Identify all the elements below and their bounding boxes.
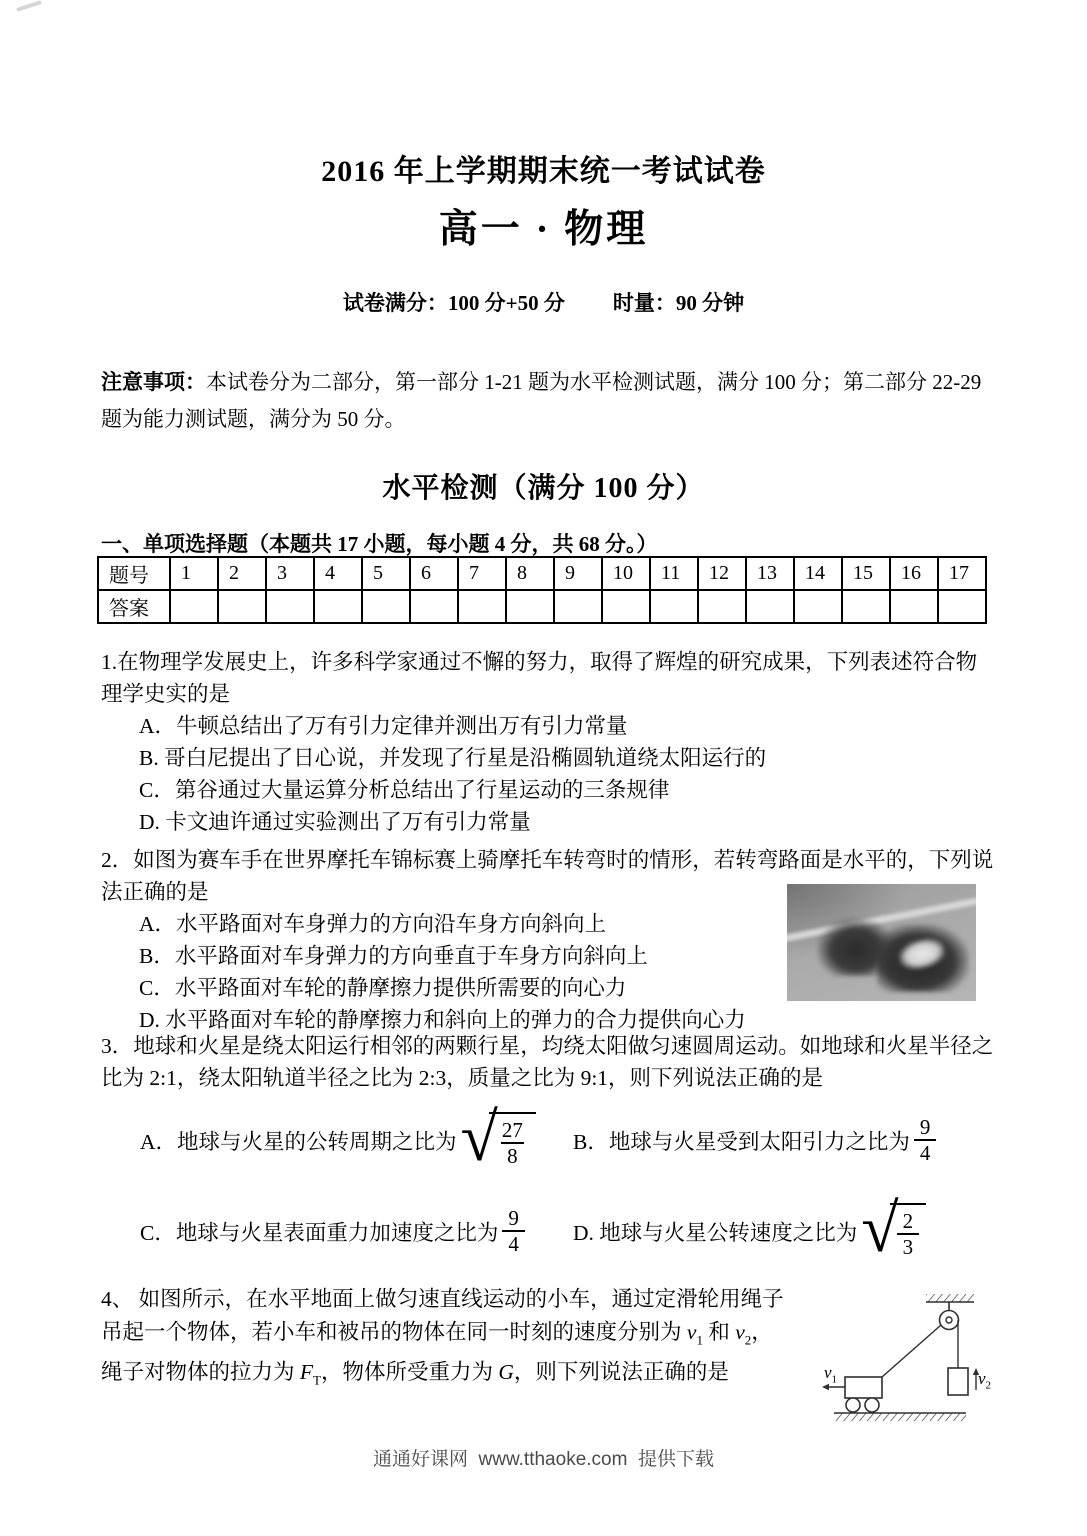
q1-option-a: A．牛顿总结出了万有引力定律并测出万有引力常量 (139, 714, 628, 738)
cart-wheel-left (846, 1398, 860, 1412)
answer-cell (746, 590, 794, 623)
fig-var-v: v (978, 1369, 986, 1388)
qnum-cell: 8 (506, 557, 554, 590)
fraction (502, 1206, 525, 1256)
cart-body (845, 1377, 882, 1398)
figure-label-v1 (824, 1363, 837, 1385)
fraction-denominator: 3 (897, 1233, 920, 1259)
sqrt-radical: √ $\frac{2}{3}$ (861, 1203, 926, 1259)
fraction (496, 1118, 529, 1168)
qnum-cell: 17 (938, 557, 986, 590)
notice-paragraph (101, 364, 994, 438)
fig-sub-1: 1 (831, 1373, 838, 1386)
q3-option-a-text: A．地球与火星的公转周期之比为 (140, 1129, 457, 1154)
qnum-cell: 2 (218, 557, 266, 590)
pulley-axle (946, 1317, 952, 1323)
answer-cell (362, 590, 410, 623)
q2-option-d: D. 水平路面对车轮的静摩擦力和斜向上的弹力的合力提供向心力 (139, 1008, 746, 1032)
question-4 (101, 1283, 826, 1397)
qnum-cell: 11 (650, 557, 698, 590)
answer-label-cell: 答案 (98, 590, 170, 623)
pulley-cart-figure (820, 1290, 990, 1422)
fraction (897, 1209, 920, 1259)
answer-cell (410, 590, 458, 623)
q2-option-c: C．水平路面对车轮的静摩擦力提供所需要的向心力 (139, 976, 627, 1000)
exam-meta (0, 287, 1087, 317)
question-type-heading: 一、单项选择题（本题共 17 小题，每小题 4 分，共 68 分。） (101, 532, 658, 556)
q4-line-1 (101, 1283, 826, 1316)
notice-text: 本试卷分为二部分，第一部分 1-21 题为水平检测试题，满分 100 分；第二部分 22-29 题为能力测试题，满分为 50 分。 (101, 370, 982, 431)
qnum-cell: 6 (410, 557, 458, 590)
variable-v1: v (686, 1320, 697, 1344)
fig-sub-2: 2 (985, 1379, 992, 1392)
answer-cell (650, 590, 698, 623)
qnum-cell: 15 (842, 557, 890, 590)
fraction-denominator: 4 (502, 1230, 525, 1256)
sqrt-radical: √ $\frac{27}{8}$ (461, 1112, 536, 1168)
q4-text: 吊起一个物体，若小车和被吊的物体在同一时刻的速度分别为 (101, 1320, 687, 1344)
qnum-cell: 12 (698, 557, 746, 590)
section-heading: 水平检测（满分 100 分） (382, 473, 705, 504)
question-1-text: 1.在物理学发展史上，许多科学家通过不懈的努力，取得了辉煌的研究成果，下列表述符合物理学史实的是 (101, 650, 978, 706)
question-number-row (98, 557, 986, 590)
qnum-cell: 1 (170, 557, 218, 590)
qnum-cell: 5 (362, 557, 410, 590)
cart-wheel-right (865, 1398, 879, 1412)
subscript-2: 2 (744, 1332, 752, 1348)
fraction-denominator: 8 (501, 1142, 524, 1168)
exam-duration: 时量：90 分钟 (612, 291, 745, 315)
page-footer: 通通好课网 www.tthaoke.com 提供下载 (372, 1449, 714, 1470)
question-2-text: 2．如图为赛车手在世界摩托车锦标赛上骑摩托车转弯时的情形，若转弯路面是水平的，下列说法正确的是 (101, 848, 994, 904)
question-3 (101, 1030, 996, 1094)
page-title: 2016 年上学期期末统一考试试卷 (321, 155, 766, 188)
hanging-block (948, 1368, 968, 1395)
q4-line-3 (101, 1356, 826, 1396)
q3-option-a (140, 1097, 536, 1183)
variable-F: F (299, 1360, 314, 1385)
q3-option-b (573, 1097, 936, 1183)
figure-label-v2 (978, 1369, 991, 1391)
fig-var-v: v (824, 1363, 832, 1382)
q4-text: ，物体所受重力为 (320, 1360, 499, 1385)
scan-artifact (16, 0, 42, 12)
qnum-cell: 13 (746, 557, 794, 590)
subscript-T: T (313, 1372, 321, 1388)
q1-option-d: D. 卡文迪许通过实验测出了万有引力常量 (139, 810, 531, 834)
qnum-cell: 9 (554, 557, 602, 590)
qnum-cell: 7 (458, 557, 506, 590)
answer-cell (794, 590, 842, 623)
variable-v2: v (735, 1320, 745, 1344)
subscript-1: 1 (696, 1332, 703, 1348)
fraction-numerator: 2 (902, 1209, 914, 1233)
qnum-cell: 3 (266, 557, 314, 590)
answer-cell (218, 590, 266, 623)
q4-text: ， (751, 1320, 773, 1344)
q2-option-a: A．水平路面对车身弹力的方向沿车身方向斜向上 (139, 912, 607, 936)
answer-cell (458, 590, 506, 623)
qnum-cell: 16 (890, 557, 938, 590)
rope-diagonal (882, 1325, 941, 1377)
q3-option-b-text: B．地球与火星受到太阳引力之比为 (573, 1129, 910, 1154)
answer-cell (506, 590, 554, 623)
pulley-wheel (940, 1311, 959, 1330)
q2-option-b: B．水平路面对车身弹力的方向垂直于车身方向斜向上 (139, 944, 648, 968)
question-1 (101, 646, 996, 838)
answer-cell (842, 590, 890, 623)
q3-option-d-text: D. 地球与火星公转速度之比为 (573, 1220, 858, 1245)
qnum-label-cell: 题号 (98, 557, 170, 590)
fraction-numerator: 9 (508, 1206, 519, 1230)
q4-line-2 (101, 1316, 826, 1356)
answer-cell (602, 590, 650, 623)
fraction-denominator: 4 (914, 1139, 937, 1165)
q4-text: 绳子对物体的拉力为 (101, 1360, 300, 1385)
question-3-text: 3．地球和火星是绕太阳运行相邻的两颗行星，均绕太阳做匀速圆周运动。如地球和火星半径之比为 2:1，绕太阳轨道半径之比为 2:3，质量之比为 9:1，则下列说法正确的是 (101, 1034, 994, 1090)
qnum-cell: 10 (602, 557, 650, 590)
q3-option-c (140, 1188, 525, 1274)
ground-hatch (834, 1413, 966, 1421)
answer-cell (170, 590, 218, 623)
notice-label: 注意事项： (101, 370, 206, 394)
q4-text: 和 (702, 1320, 736, 1344)
qnum-cell: 14 (794, 557, 842, 590)
q3-option-c-text: C．地球与火星表面重力加速度之比为 (140, 1220, 499, 1245)
fraction-numerator: 27 (501, 1118, 523, 1142)
answer-table (97, 556, 987, 624)
fraction-numerator: 9 (919, 1115, 931, 1139)
page-subtitle: 高一 · 物理 (438, 208, 649, 251)
answer-cell (554, 590, 602, 623)
answer-row (98, 590, 986, 623)
q1-option-c: C．第谷通过大量运算分析总结出了行星运动的三条规律 (139, 778, 670, 802)
variable-G: G (498, 1360, 514, 1385)
q4-text: 4、 如图所示，在水平地面上做匀速直线运动的小车，通过定滑轮用绳子 (101, 1287, 784, 1311)
ceiling-hatch (926, 1294, 974, 1302)
answer-cell (266, 590, 314, 623)
fraction (914, 1115, 937, 1165)
answer-cell (698, 590, 746, 623)
answer-cell (890, 590, 938, 623)
answer-cell (314, 590, 362, 623)
exam-full-score: 试卷满分：100 分+50 分 (342, 291, 565, 315)
qnum-cell: 4 (314, 557, 362, 590)
q1-option-b: B. 哥白尼提出了日心说，并发现了行星是沿椭圆轨道绕太阳运行的 (139, 746, 767, 770)
q3-option-d (573, 1188, 926, 1274)
motorcycle-photo (787, 884, 976, 1001)
q4-text: ，则下列说法正确的是 (513, 1360, 729, 1385)
answer-cell (938, 590, 986, 623)
